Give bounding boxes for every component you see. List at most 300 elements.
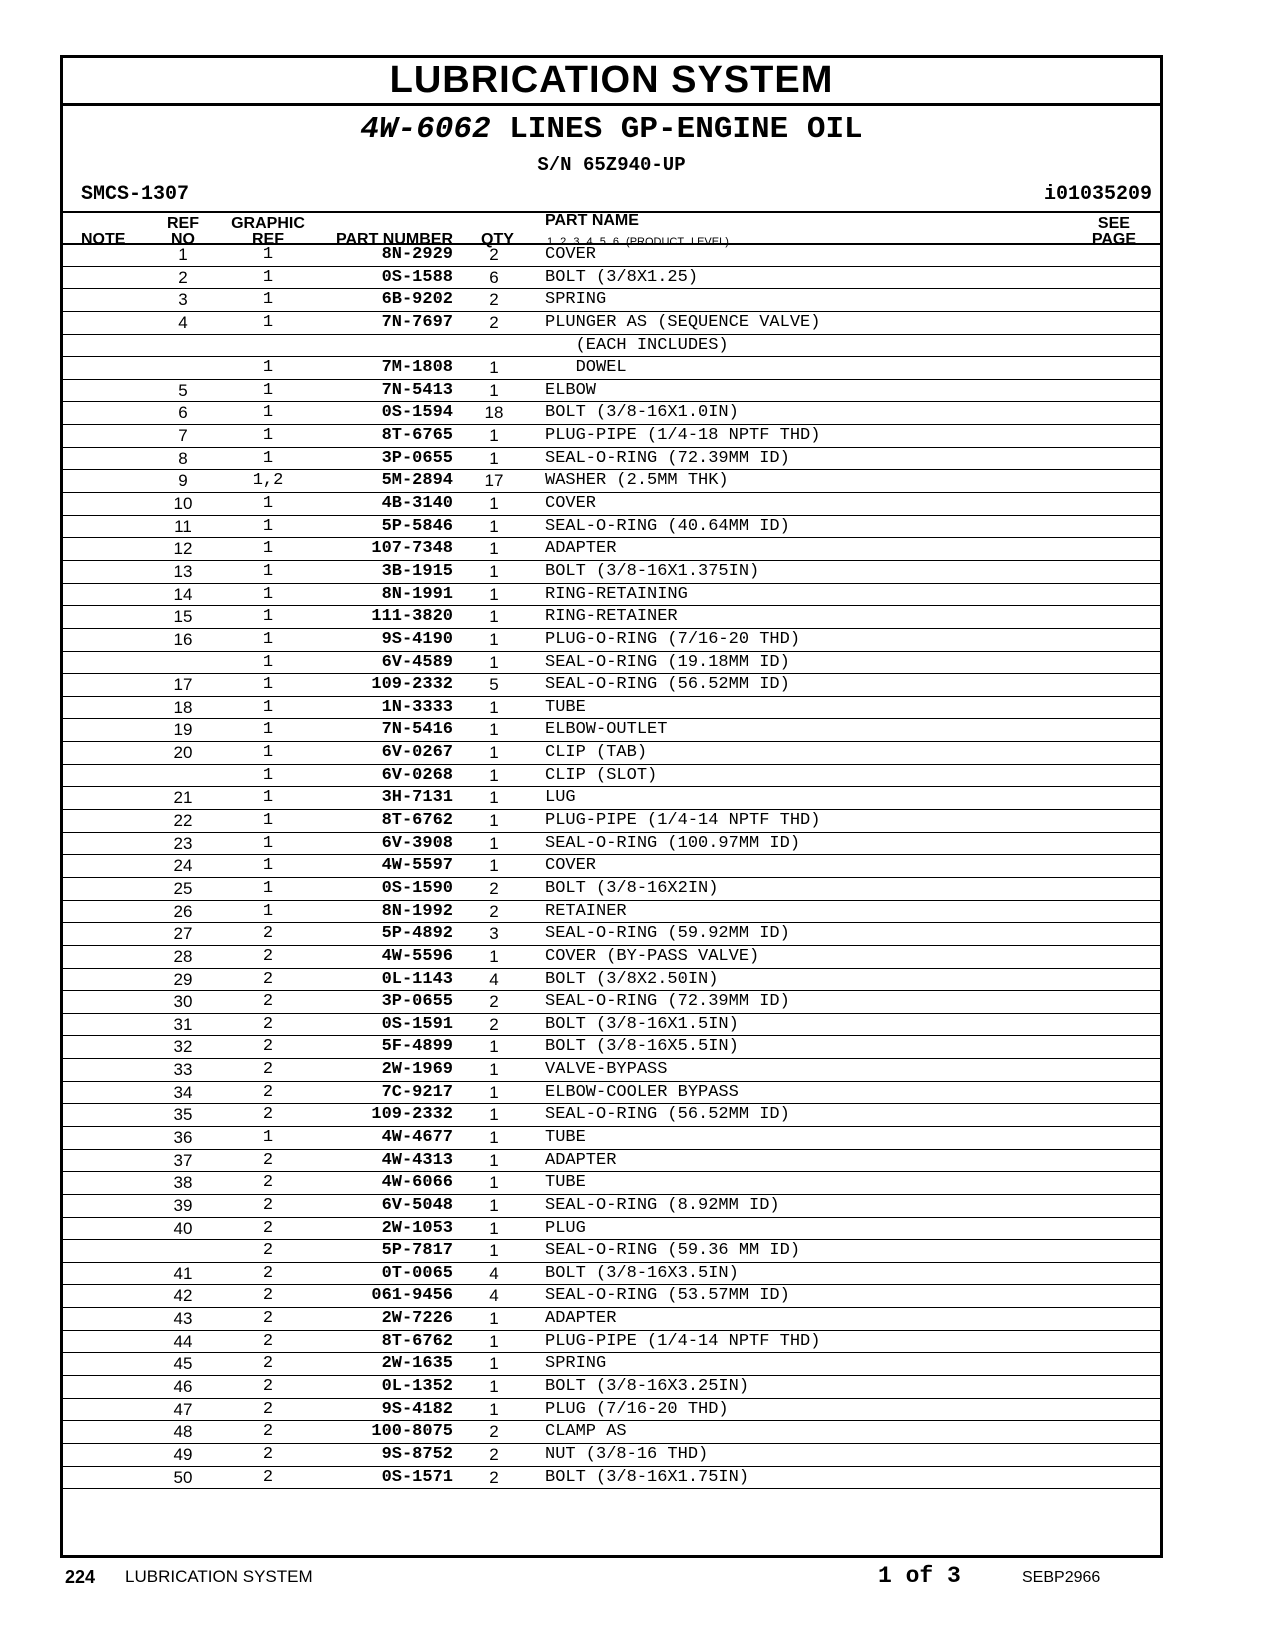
graphic-ref-cell: 1 xyxy=(262,697,274,717)
part-name-cell: SEAL-O-RING (19.18MM ID) xyxy=(545,652,790,672)
graphic-ref-cell: 1 xyxy=(262,1127,274,1147)
part-name-cell: PLUG xyxy=(545,1218,586,1238)
table-row xyxy=(63,1376,1160,1399)
graphic-ref-cell: 2 xyxy=(262,1241,274,1261)
ref-no-cell: 21 xyxy=(173,788,193,808)
part-number-cell: 7N-5413 xyxy=(381,380,453,400)
footer-section: LUBRICATION SYSTEM xyxy=(125,1567,313,1586)
ref-no-cell: 23 xyxy=(173,833,193,853)
part-number-cell: 6V-0267 xyxy=(381,743,453,763)
graphic-ref-cell: 2 xyxy=(262,1444,274,1464)
ref-no-cell: 26 xyxy=(173,901,193,921)
col-product-levels: 1 2 3 4 5 6 (PRODUCT LEVEL) xyxy=(547,236,729,248)
part-name-cell: PLUG-PIPE (1/4-14 NPTF THD) xyxy=(545,811,821,831)
part-number-cell: 9S-4182 xyxy=(381,1399,453,1419)
part-number-cell: 109-2332 xyxy=(371,1105,453,1125)
qty-cell: 1 xyxy=(489,561,499,581)
qty-cell: 1 xyxy=(489,1105,499,1125)
table-row xyxy=(63,402,1160,425)
graphic-ref-cell: 1 xyxy=(262,516,274,536)
table-row xyxy=(63,719,1160,742)
table-row xyxy=(63,1421,1160,1444)
part-name-cell: CLIP (TAB) xyxy=(545,743,648,763)
table-row xyxy=(63,244,1160,267)
graphic-ref-cell: 2 xyxy=(262,1218,274,1238)
part-number-cell: 4W-4313 xyxy=(381,1150,453,1170)
part-number-cell: 0L-1143 xyxy=(381,969,453,989)
part-name-cell: BOLT (3/8-16X1.75IN) xyxy=(545,1467,750,1487)
qty-cell: 2 xyxy=(489,1014,499,1034)
graphic-ref-cell: 2 xyxy=(262,969,274,989)
part-name-cell: COVER xyxy=(545,856,597,876)
ref-no-cell: 18 xyxy=(173,697,193,717)
part-number-cell: 2W-1635 xyxy=(381,1354,453,1374)
graphic-ref-cell: 2 xyxy=(262,1422,274,1442)
table-row xyxy=(63,787,1160,810)
qty-cell: 1 xyxy=(489,856,499,876)
table-row xyxy=(63,1082,1160,1105)
qty-cell: 1 xyxy=(489,494,499,514)
graphic-ref-cell: 1 xyxy=(262,426,274,446)
table-row xyxy=(63,1285,1160,1308)
graphic-ref-cell: 1 xyxy=(262,245,274,264)
graphic-ref-cell: 1 xyxy=(262,539,274,559)
part-number-cell: 1N-3333 xyxy=(381,697,453,717)
graphic-ref-cell: 1 xyxy=(262,811,274,831)
graphic-ref-cell: 1 xyxy=(262,494,274,514)
qty-cell: 1 xyxy=(489,1082,499,1102)
part-name-cell: LUG xyxy=(545,788,576,808)
part-name-cell: BOLT (3/8-16X3.25IN) xyxy=(545,1377,750,1397)
table-row xyxy=(63,1059,1160,1082)
part-number-cell: 8N-1992 xyxy=(381,901,453,921)
ref-no-cell: 34 xyxy=(173,1082,193,1102)
part-name-cell: SEAL-O-RING (100.97MM ID) xyxy=(545,833,801,853)
part-number-cell: 5P-5846 xyxy=(381,516,453,536)
ref-no-cell: 38 xyxy=(173,1173,193,1193)
qty-cell: 2 xyxy=(489,878,499,898)
ref-no-cell: 1 xyxy=(178,245,188,264)
col-ref-no-bottom: NO xyxy=(171,231,195,248)
qty-cell: 2 xyxy=(489,1467,499,1487)
table-row xyxy=(63,448,1160,471)
qty-cell: 5 xyxy=(489,675,499,695)
ref-no-cell: 6 xyxy=(178,403,188,423)
graphic-ref-cell: 2 xyxy=(262,1399,274,1419)
ref-no-cell: 20 xyxy=(173,743,193,763)
col-ref-no-top: REF xyxy=(167,215,199,232)
group-part-number: 4W-6062 xyxy=(360,112,491,147)
part-name-cell: BOLT (3/8-16X1.0IN) xyxy=(545,403,739,423)
part-number-cell: 7N-5416 xyxy=(381,720,453,740)
qty-cell: 1 xyxy=(489,1195,499,1215)
part-number-cell: 109-2332 xyxy=(371,675,453,695)
qty-cell: 1 xyxy=(489,539,499,559)
qty-cell: 4 xyxy=(489,1286,499,1306)
table-row xyxy=(63,380,1160,403)
table-row xyxy=(63,878,1160,901)
ref-no-cell: 10 xyxy=(173,494,193,514)
part-number-cell: 5P-4892 xyxy=(381,924,453,944)
table-row xyxy=(63,765,1160,788)
part-number-cell: 9S-4190 xyxy=(381,629,453,649)
table-row xyxy=(63,470,1160,493)
table-row xyxy=(63,991,1160,1014)
qty-cell: 6 xyxy=(489,267,499,287)
part-number-cell: 8N-1991 xyxy=(381,584,453,604)
ref-no-cell: 44 xyxy=(173,1331,193,1351)
part-name-cell: ELBOW xyxy=(545,380,597,400)
ref-no-cell: 11 xyxy=(174,516,192,536)
qty-cell: 1 xyxy=(489,833,499,853)
qty-cell: 1 xyxy=(489,1218,499,1238)
table-row xyxy=(63,1467,1160,1490)
table-row xyxy=(63,1104,1160,1127)
table-row xyxy=(63,538,1160,561)
ref-no-cell: 49 xyxy=(173,1444,193,1464)
part-number-cell: 4W-5596 xyxy=(381,946,453,966)
ref-no-cell: 14 xyxy=(173,584,193,604)
part-number-cell: 3B-1915 xyxy=(381,561,453,581)
part-name-cell: VALVE-BYPASS xyxy=(545,1060,668,1080)
graphic-ref-cell: 1 xyxy=(262,380,274,400)
part-name-cell: ELBOW-COOLER BYPASS xyxy=(545,1082,739,1102)
table-row xyxy=(63,561,1160,584)
qty-cell: 1 xyxy=(489,765,499,785)
graphic-ref-cell: 2 xyxy=(262,1037,274,1057)
ref-no-cell: 32 xyxy=(173,1037,193,1057)
qty-cell: 2 xyxy=(489,901,499,921)
part-number-cell: 0S-1591 xyxy=(381,1014,453,1034)
ref-no-cell: 19 xyxy=(173,720,193,740)
table-row xyxy=(63,1150,1160,1173)
qty-cell: 1 xyxy=(489,1354,499,1374)
part-number-cell: 8T-6762 xyxy=(381,811,453,831)
smcs-code: SMCS-1307 xyxy=(81,183,190,206)
part-number-cell: 3H-7131 xyxy=(381,788,453,808)
table-row xyxy=(63,1172,1160,1195)
ref-no-cell: 3 xyxy=(178,290,188,310)
part-name-cell: PLUG-PIPE (1/4-14 NPTF THD) xyxy=(545,1331,821,1351)
graphic-ref-cell: 1 xyxy=(262,607,274,627)
qty-cell: 1 xyxy=(489,652,499,672)
part-number-cell: 6B-9202 xyxy=(381,290,453,310)
col-qty: QTY xyxy=(481,231,514,248)
ref-no-cell: 7 xyxy=(178,426,188,446)
part-name-cell: CLAMP AS xyxy=(545,1422,627,1442)
graphic-ref-cell: 1 xyxy=(262,788,274,808)
qty-cell: 1 xyxy=(489,629,499,649)
part-name-cell: PLUNGER AS (SEQUENCE VALVE) xyxy=(545,312,821,332)
ref-no-cell: 9 xyxy=(178,471,188,491)
table-row xyxy=(63,855,1160,878)
table-row xyxy=(63,357,1160,380)
part-name-cell: BOLT (3/8-16X2IN) xyxy=(545,878,719,898)
ref-no-cell: 48 xyxy=(173,1422,193,1442)
qty-cell: 1 xyxy=(489,1037,499,1057)
qty-cell: 1 xyxy=(489,720,499,740)
part-name-cell: PLUG (7/16-20 THD) xyxy=(545,1399,729,1419)
part-name-cell: ADAPTER xyxy=(545,1309,617,1329)
part-name-cell: SEAL-O-RING (59.92MM ID) xyxy=(545,924,790,944)
part-number-cell: 5P-7817 xyxy=(381,1241,453,1261)
graphic-ref-cell: 2 xyxy=(262,1014,274,1034)
part-number-cell: 107-7348 xyxy=(371,539,453,559)
col-part-number: PART NUMBER xyxy=(335,231,453,248)
part-name-cell: ELBOW-OUTLET xyxy=(545,720,668,740)
table-row xyxy=(63,425,1160,448)
group-title xyxy=(63,112,1160,148)
ref-no-cell: 13 xyxy=(173,561,193,581)
table-row xyxy=(63,267,1160,290)
part-name-cell: BOLT (3/8-16X1.5IN) xyxy=(545,1014,739,1034)
serial-range: S/N 65Z940-UP xyxy=(537,154,686,176)
graphic-ref-cell: 2 xyxy=(262,924,274,944)
qty-cell: 1 xyxy=(489,1241,499,1261)
qty-cell: 1 xyxy=(489,697,499,717)
part-name-cell: BOLT (3/8X2.50IN) xyxy=(545,969,719,989)
ref-no-cell: 28 xyxy=(173,946,193,966)
graphic-ref-cell: 2 xyxy=(262,1060,274,1080)
part-name-cell: BOLT (3/8-16X5.5IN) xyxy=(545,1037,739,1057)
qty-cell: 18 xyxy=(484,403,504,423)
part-number-cell: 3P-0655 xyxy=(381,992,453,1012)
col-see-top: SEE xyxy=(1097,215,1130,232)
qty-cell: 1 xyxy=(489,358,499,378)
table-row xyxy=(63,1014,1160,1037)
part-name-cell: RING-RETAINING xyxy=(545,584,688,604)
graphic-ref-cell: 1,2 xyxy=(252,471,284,491)
parts-table-body xyxy=(63,244,1160,1489)
ref-no-cell: 22 xyxy=(173,811,193,831)
part-number-cell: 8T-6765 xyxy=(381,426,453,446)
graphic-ref-cell: 1 xyxy=(262,358,274,378)
table-row xyxy=(63,1263,1160,1286)
qty-cell: 4 xyxy=(489,969,499,989)
part-number-cell: 6V-5048 xyxy=(381,1195,453,1215)
part-name-cell: TUBE xyxy=(545,1127,586,1147)
part-number-cell: 4B-3140 xyxy=(381,494,453,514)
qty-cell: 1 xyxy=(489,1377,499,1397)
parts-list-frame xyxy=(60,55,1163,1558)
qty-cell: 1 xyxy=(489,811,499,831)
table-row xyxy=(63,493,1160,516)
qty-cell: 3 xyxy=(489,924,499,944)
table-row xyxy=(63,901,1160,924)
part-name-cell: SEAL-O-RING (8.92MM ID) xyxy=(545,1195,780,1215)
ref-no-cell: 47 xyxy=(173,1399,193,1419)
table-row xyxy=(63,312,1160,335)
part-name-cell: RING-RETAINER xyxy=(545,607,678,627)
ref-no-cell: 17 xyxy=(173,675,193,695)
part-number-cell: 3P-0655 xyxy=(381,448,453,468)
qty-cell: 1 xyxy=(489,1150,499,1170)
qty-cell: 2 xyxy=(489,1422,499,1442)
part-name-cell: ADAPTER xyxy=(545,1150,617,1170)
graphic-ref-cell: 1 xyxy=(262,290,274,310)
graphic-ref-cell: 1 xyxy=(262,267,274,287)
part-number-cell: 2W-1969 xyxy=(381,1060,453,1080)
graphic-ref-cell: 1 xyxy=(262,675,274,695)
graphic-ref-cell: 2 xyxy=(262,1354,274,1374)
ref-no-cell: 40 xyxy=(173,1218,193,1238)
ref-no-cell: 4 xyxy=(178,312,188,332)
graphic-ref-cell: 2 xyxy=(262,1082,274,1102)
part-name-cell: DOWEL xyxy=(545,358,627,378)
part-number-cell: 6V-4589 xyxy=(381,652,453,672)
ref-no-cell: 8 xyxy=(178,448,188,468)
table-row xyxy=(63,833,1160,856)
part-name-cell: BOLT (3/8-16X1.375IN) xyxy=(545,561,760,581)
part-number-cell: 0S-1590 xyxy=(381,878,453,898)
ref-no-cell: 43 xyxy=(173,1309,193,1329)
ref-no-cell: 37 xyxy=(173,1150,193,1170)
graphic-ref-cell: 2 xyxy=(262,946,274,966)
graphic-ref-cell: 2 xyxy=(262,1263,274,1283)
qty-cell: 1 xyxy=(489,1399,499,1419)
qty-cell: 1 xyxy=(489,584,499,604)
col-graphic-bottom: REF xyxy=(252,231,284,248)
part-number-cell: 100-8075 xyxy=(371,1422,453,1442)
part-number-cell: 0T-0065 xyxy=(381,1263,453,1283)
part-name-cell: SPRING xyxy=(545,1354,607,1374)
part-number-cell: 8T-6762 xyxy=(381,1331,453,1351)
part-number-cell: 5F-4899 xyxy=(381,1037,453,1057)
qty-cell: 1 xyxy=(489,1309,499,1329)
part-number-cell: 4W-6066 xyxy=(381,1173,453,1193)
graphic-ref-cell: 2 xyxy=(262,1150,274,1170)
ref-no-cell: 36 xyxy=(173,1127,193,1147)
graphic-ref-cell: 1 xyxy=(262,765,274,785)
graphic-ref-cell: 2 xyxy=(262,1173,274,1193)
illustration-id: i01035209 xyxy=(1043,183,1152,206)
ref-no-cell: 12 xyxy=(173,539,193,559)
table-row xyxy=(63,584,1160,607)
part-number-cell: 7N-7697 xyxy=(381,312,453,332)
table-row xyxy=(63,697,1160,720)
part-number-cell: 7C-9217 xyxy=(381,1082,453,1102)
qty-cell: 1 xyxy=(489,1127,499,1147)
qty-cell: 1 xyxy=(489,788,499,808)
graphic-ref-cell: 1 xyxy=(262,856,274,876)
part-number-cell: 6V-0268 xyxy=(381,765,453,785)
graphic-ref-cell: 1 xyxy=(262,743,274,763)
ref-no-cell: 50 xyxy=(173,1467,193,1487)
table-row xyxy=(63,742,1160,765)
graphic-ref-cell: 2 xyxy=(262,1377,274,1397)
table-row xyxy=(63,1240,1160,1263)
graphic-ref-cell: 2 xyxy=(262,1286,274,1306)
part-number-cell: 061-9456 xyxy=(371,1286,453,1306)
graphic-ref-cell: 1 xyxy=(262,901,274,921)
ref-no-cell: 29 xyxy=(173,969,193,989)
section-title-box xyxy=(63,58,1160,106)
part-name-cell: SEAL-O-RING (40.64MM ID) xyxy=(545,516,790,536)
qty-cell: 4 xyxy=(489,1263,499,1283)
part-name-cell: PLUG-PIPE (1/4-18 NPTF THD) xyxy=(545,426,821,446)
part-number-cell: 0S-1588 xyxy=(381,267,453,287)
graphic-ref-cell: 1 xyxy=(262,403,274,423)
table-row xyxy=(63,810,1160,833)
part-number-cell: 111-3820 xyxy=(371,607,453,627)
part-name-cell: TUBE xyxy=(545,697,586,717)
ref-no-cell: 41 xyxy=(173,1263,193,1283)
part-number-cell: 8N-2929 xyxy=(381,245,453,264)
group-name: LINES GP-ENGINE OIL xyxy=(509,112,863,147)
part-name-cell: SEAL-O-RING (56.52MM ID) xyxy=(545,1105,790,1125)
col-note: NOTE xyxy=(81,231,126,248)
col-see-bottom: PAGE xyxy=(1091,231,1136,248)
ref-no-cell: 16 xyxy=(173,629,193,649)
qty-cell: 1 xyxy=(489,1060,499,1080)
qty-cell: 2 xyxy=(489,312,499,332)
graphic-ref-cell: 1 xyxy=(262,720,274,740)
qty-cell: 1 xyxy=(489,1331,499,1351)
table-row xyxy=(63,629,1160,652)
table-row xyxy=(63,652,1160,675)
table-row xyxy=(63,969,1160,992)
graphic-ref-cell: 2 xyxy=(262,1467,274,1487)
graphic-ref-cell: 1 xyxy=(262,629,274,649)
graphic-ref-cell: 1 xyxy=(262,448,274,468)
ref-no-cell: 15 xyxy=(173,607,193,627)
table-row xyxy=(63,923,1160,946)
part-name-cell: SEAL-O-RING (56.52MM ID) xyxy=(545,675,790,695)
qty-cell: 2 xyxy=(489,290,499,310)
table-row xyxy=(63,1218,1160,1241)
part-name-cell: PLUG-O-RING (7/16-20 THD) xyxy=(545,629,801,649)
part-name-cell: SEAL-O-RING (72.39MM ID) xyxy=(545,992,790,1012)
part-number-cell: 4W-5597 xyxy=(381,856,453,876)
graphic-ref-cell: 2 xyxy=(262,1331,274,1351)
table-row xyxy=(63,1331,1160,1354)
graphic-ref-cell: 2 xyxy=(262,992,274,1012)
ref-no-cell: 31 xyxy=(173,1014,193,1034)
part-name-cell: NUT (3/8-16 THD) xyxy=(545,1444,709,1464)
part-number-cell: 4W-4677 xyxy=(381,1127,453,1147)
graphic-ref-cell: 2 xyxy=(262,1309,274,1329)
part-number-cell: 5M-2894 xyxy=(381,471,453,491)
qty-cell: 1 xyxy=(489,743,499,763)
graphic-ref-cell: 2 xyxy=(262,1195,274,1215)
part-name-cell: SEAL-O-RING (59.36 MM ID) xyxy=(545,1241,801,1261)
part-name-cell: COVER xyxy=(545,494,597,514)
table-row xyxy=(63,946,1160,969)
ref-no-cell: 5 xyxy=(178,380,188,400)
part-name-cell: WASHER (2.5MM THK) xyxy=(545,471,729,491)
ref-no-cell: 39 xyxy=(173,1195,193,1215)
part-name-cell: RETAINER xyxy=(545,901,627,921)
graphic-ref-cell: 1 xyxy=(262,584,274,604)
part-number-cell: 2W-1053 xyxy=(381,1218,453,1238)
ref-no-cell: 25 xyxy=(173,878,193,898)
col-part-name: PART NAME xyxy=(545,212,639,229)
qty-cell: 1 xyxy=(489,516,499,536)
part-number-cell: 9S-8752 xyxy=(381,1444,453,1464)
ref-no-cell: 33 xyxy=(173,1060,193,1080)
graphic-ref-cell: 1 xyxy=(262,878,274,898)
graphic-ref-cell: 1 xyxy=(262,312,274,332)
qty-cell: 1 xyxy=(489,1173,499,1193)
col-graphic-top: GRAPHIC xyxy=(231,215,305,232)
table-row xyxy=(63,289,1160,312)
table-row xyxy=(63,1127,1160,1150)
ref-no-cell: 42 xyxy=(173,1286,193,1306)
page-number: 224 xyxy=(65,1567,96,1587)
qty-cell: 1 xyxy=(489,380,499,400)
part-number-cell: 0S-1571 xyxy=(381,1467,453,1487)
table-row xyxy=(63,1308,1160,1331)
